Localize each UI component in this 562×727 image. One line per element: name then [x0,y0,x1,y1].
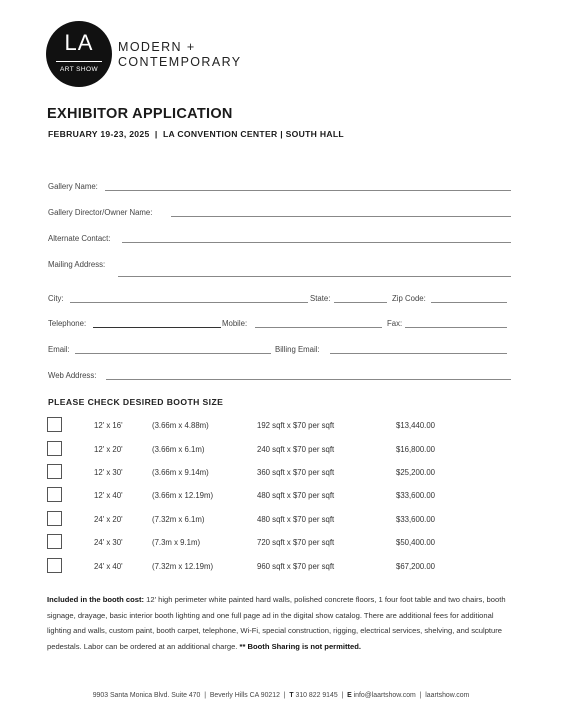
booth-option [47,464,507,481]
booth-checkbox[interactable] [47,534,62,549]
footer-city: Beverly Hills CA 90212 [209,692,280,699]
included-text: 12' high perimeter white painted hard walls, polished concrete floors, 1 four foot table and two chairs, booth signage, drayage, basic interior booth lighting and one full page ad in the digital show catalog. There are additional fees for additional lighting and walls, custom paint, booth carpet, telephone, Wi-Fi, special construction, rigging, electrical services, shelving, and sculpture pedestals. Labor can be ordered at an additional charge. [47,595,506,651]
page-title: EXHIBITOR APPLICATION [47,106,233,122]
booth-rate: 192 sqft x $70 per sqft [257,421,335,430]
fax-label: Fax: [387,319,403,328]
email-label: Email: [48,345,70,354]
booth-option [47,487,507,504]
email-field[interactable] [75,353,271,354]
footer-email-label: E [347,692,352,699]
booth-option [47,511,507,528]
booth-checkbox[interactable] [47,511,62,526]
gallery-name-field[interactable] [105,190,511,191]
footer-website-link[interactable]: laartshow.com [425,692,470,699]
mailing-address-field[interactable] [118,276,511,277]
booth-option [47,441,507,458]
booth-size: 12' x 16' [94,421,123,430]
booth-size: 24' x 30' [94,538,123,547]
footer-contact: 9903 Santa Monica Blvd. Suite 470 | Beverly Hills CA 90212 | T 310 822 9145 | E info@laartshow.com | laartshow.com [92,692,470,699]
booth-price: $16,800.00 [396,445,436,454]
zip-label: Zip Code: [392,294,426,303]
zip-field[interactable] [431,302,507,303]
state-field[interactable] [334,302,387,303]
booth-metric: (3.66m x 6.1m) [152,445,205,454]
footer-email-link[interactable]: info@laartshow.com [353,692,416,699]
booth-size: 12' x 30' [94,468,123,477]
booth-rate: 960 sqft x $70 per sqft [257,562,335,571]
brand-name [118,40,242,70]
telephone-field[interactable] [93,327,221,328]
booth-metric: (3.66m x 12.19m) [152,491,214,500]
footer-phone-label: T [289,692,294,699]
alternate-contact-field[interactable] [122,242,511,243]
booth-checkbox[interactable] [47,487,62,502]
logo-subtitle: ART SHOW [60,66,98,73]
booth-rate: 360 sqft x $70 per sqft [257,468,335,477]
mobile-label: Mobile: [222,319,248,328]
city-label: City: [48,294,64,303]
booth-metric: (3.66m x 9.14m) [152,468,209,477]
logo-divider [56,61,102,62]
booth-price: $13,440.00 [396,421,436,430]
web-address-field[interactable] [106,379,511,380]
booth-rate: 720 sqft x $70 per sqft [257,538,335,547]
booth-metric: (3.66m x 4.88m) [152,421,209,430]
booth-price: $33,600.00 [396,491,436,500]
telephone-label: Telephone: [48,319,87,328]
billing-email-field[interactable] [330,353,507,354]
booth-sharing-note: ** Booth Sharing is not permitted. [239,641,362,651]
booth-checkbox[interactable] [47,417,62,432]
booth-size: 24' x 20' [94,515,123,524]
mobile-field[interactable] [255,327,382,328]
booth-metric: (7.32m x 12.19m) [152,562,214,571]
director-label: Gallery Director/Owner Name: [48,208,153,217]
booth-option [47,417,507,434]
booth-option [47,534,507,551]
state-label: State: [310,294,331,303]
footer-phone: 310 822 9145 [295,692,338,699]
gallery-name-label: Gallery Name: [48,182,98,191]
booth-metric: (7.3m x 9.1m) [152,538,201,547]
billing-email-label: Billing Email: [275,345,320,354]
web-address-label: Web Address: [48,371,97,380]
fax-field[interactable] [405,327,507,328]
booth-rate: 480 sqft x $70 per sqft [257,491,335,500]
booth-size: 12' x 20' [94,445,123,454]
la-art-show-logo [46,21,112,87]
booth-price: $25,200.00 [396,468,436,477]
booth-price: $33,600.00 [396,515,436,524]
booth-inclusions-note [47,592,509,654]
director-field[interactable] [171,216,511,217]
city-field[interactable] [70,302,308,303]
logo-mark: LA [64,30,94,55]
booth-checkbox[interactable] [47,464,62,479]
footer-address: 9903 Santa Monica Blvd. Suite 470 [92,692,201,699]
booth-option [47,558,507,575]
mailing-address-label: Mailing Address: [48,260,106,269]
brand-line-2: CONTEMPORARY [118,55,242,69]
booth-price: $50,400.00 [396,538,436,547]
booth-metric: (7.32m x 6.1m) [152,515,205,524]
event-details: FEBRUARY 19-23, 2025 | LA CONVENTION CENTER | SOUTH HALL [48,129,344,139]
brand-line-1: MODERN + [118,40,196,54]
booth-size: 12' x 40' [94,491,123,500]
booth-checkbox[interactable] [47,558,62,573]
booth-checkbox[interactable] [47,441,62,456]
alternate-contact-label: Alternate Contact: [48,234,111,243]
booth-size: 24' x 40' [94,562,123,571]
booth-rate: 240 sqft x $70 per sqft [257,445,335,454]
booth-size-heading: PLEASE CHECK DESIRED BOOTH SIZE [48,397,224,407]
booth-price: $67,200.00 [396,562,436,571]
included-label: Included in the booth cost: [47,595,145,604]
booth-rate: 480 sqft x $70 per sqft [257,515,335,524]
